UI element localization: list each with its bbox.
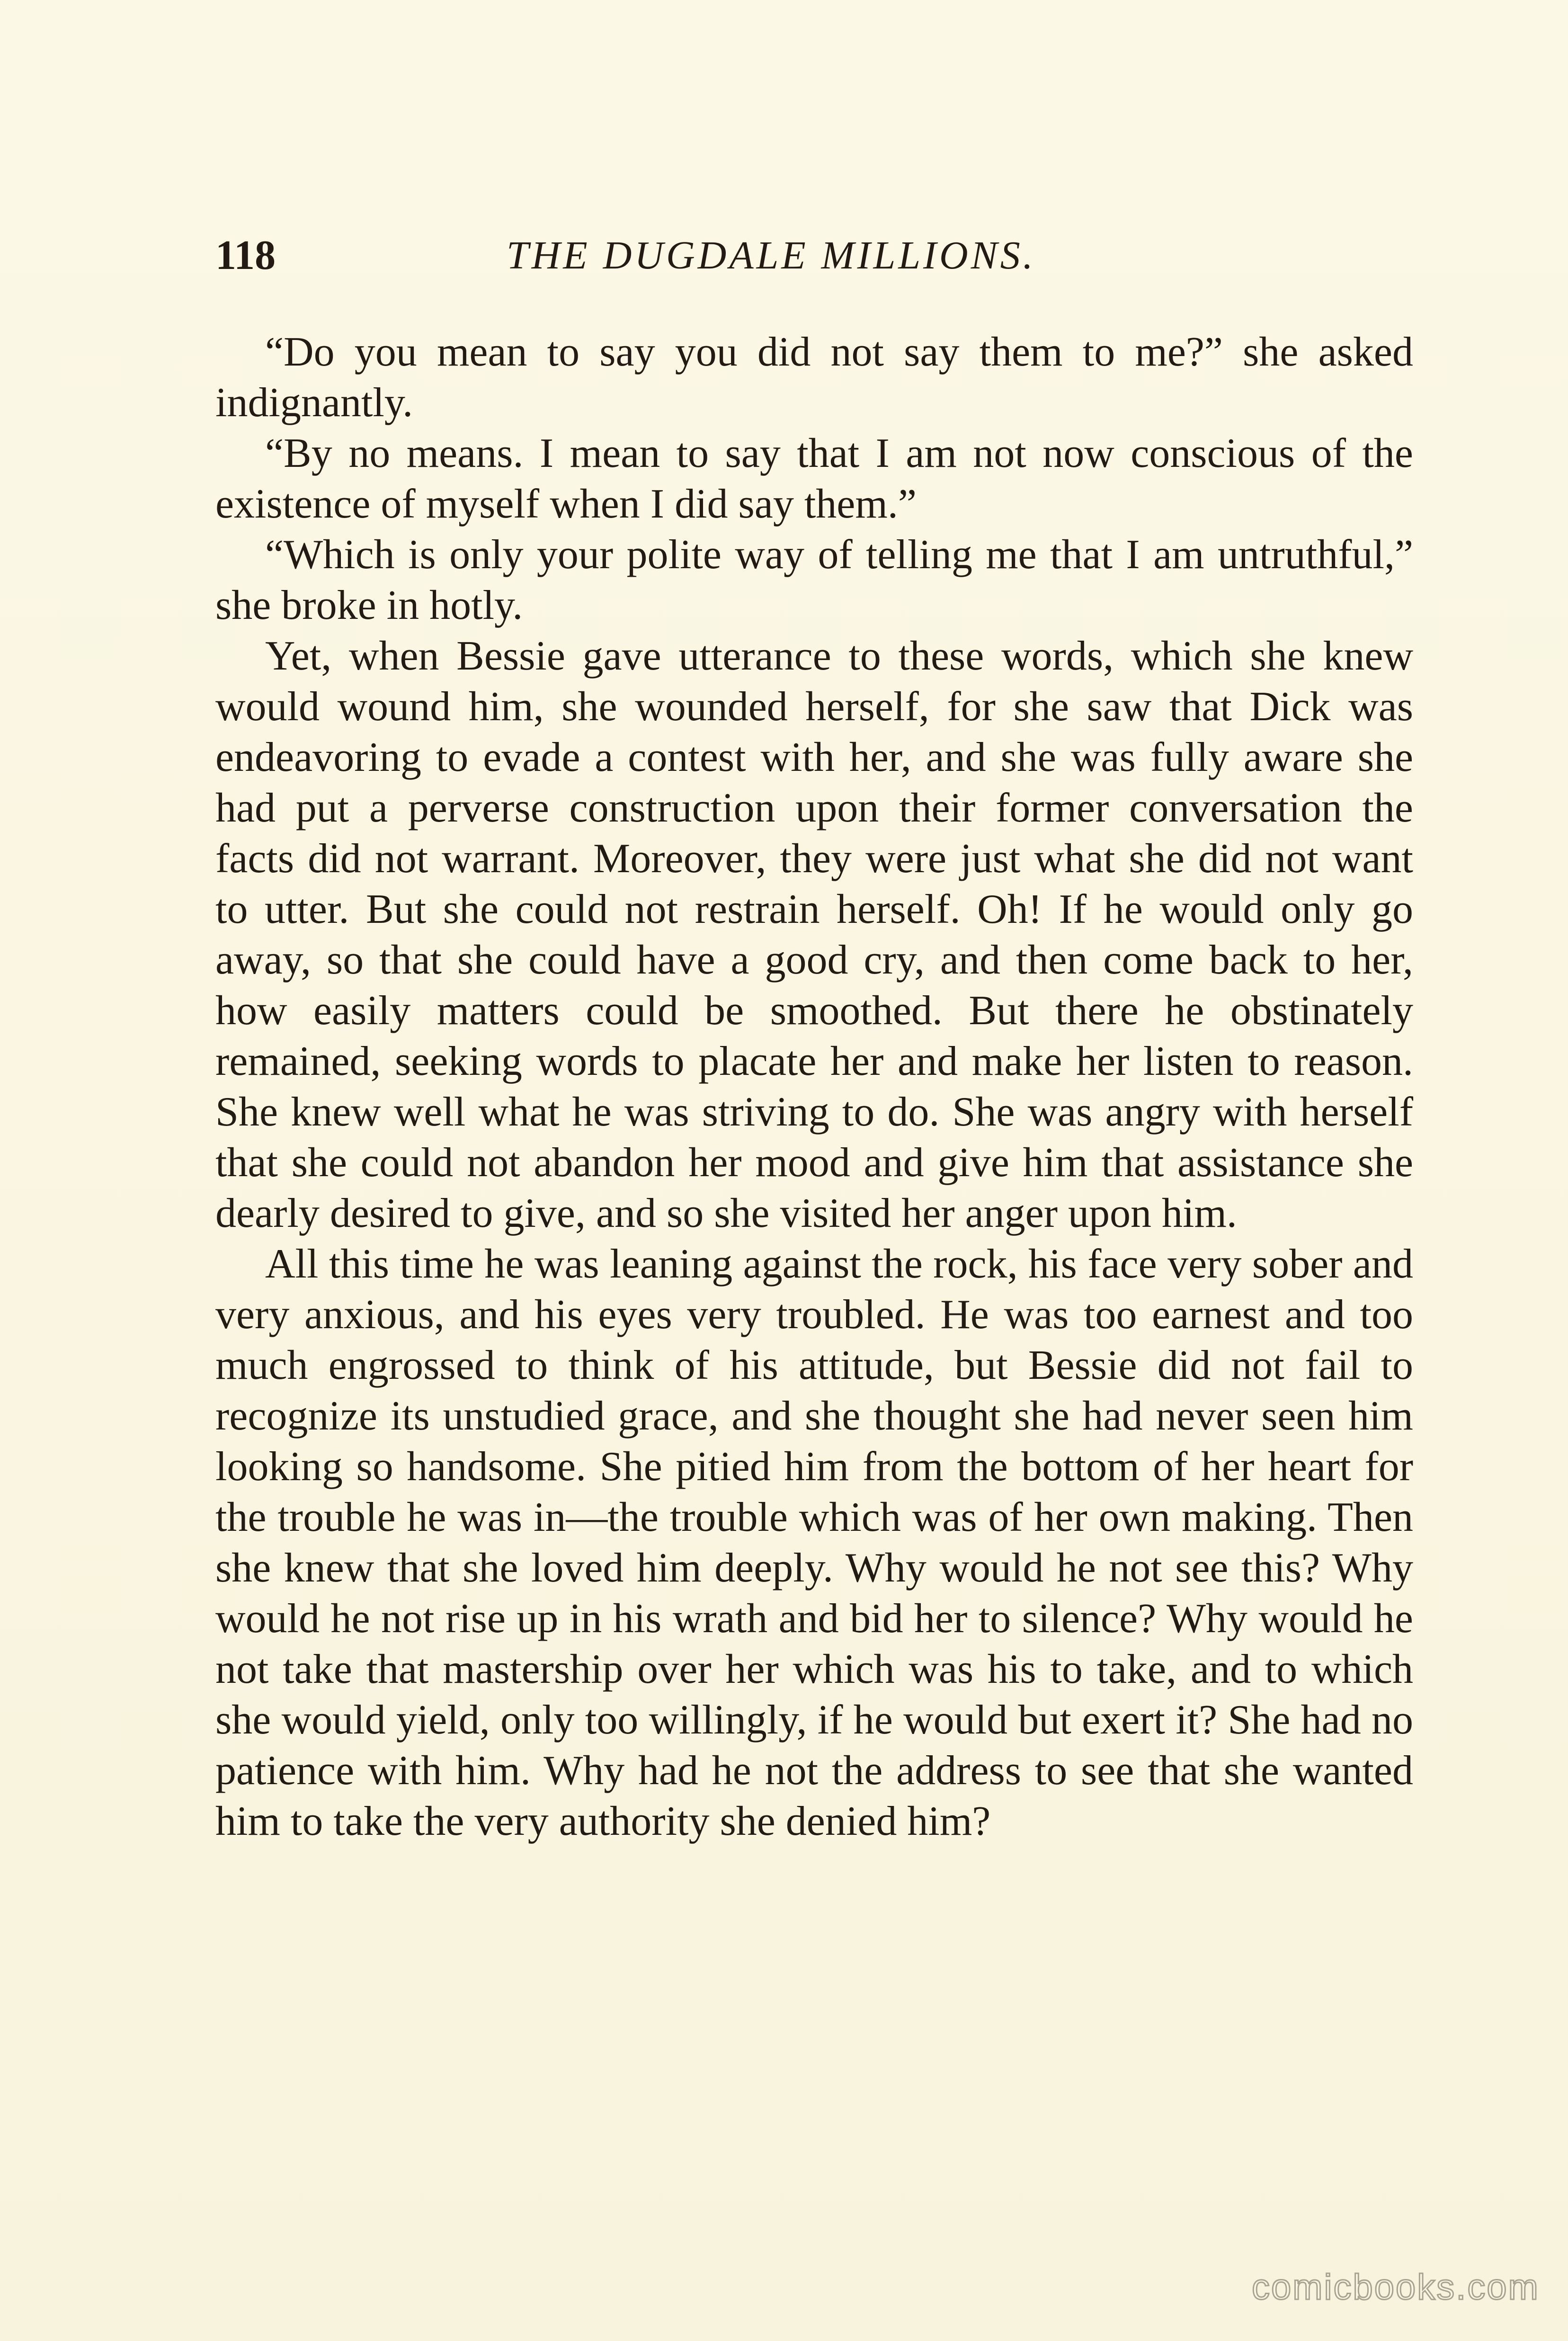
paragraph: All this time he was leaning against the rock, his face very sober and very anxious, and his eyes very troubled. He was too earnest and too much engrossed to think of his attitude, but Bessie did not fail to recognize its unstudied grace, and she thought she had never seen him looking so handsome. She pitied him from the bottom of her heart for the trouble he was in—the trouble which was of her own making. Then she knew that she loved him deeply. Why would he not see this? Why would he not rise up in his wrath and bid her to silence? Why would he not take that mastership over her which was his to take, and to which she would yield, only too willingly, if he would but exert it? She had no patience with him. Why had he not the address to see that she wanted him to take the very authority she denied him? [215,1241,1413,1844]
paragraph: Yet, when Bessie gave utterance to these words, which she knew would wound him, she wounded herself, for she saw that Dick was endeavoring to evade a contest with her, and she was fully aware she had put a perverse construction upon their former conversation the facts did not warrant. Moreover, they were just what she did not want to utter. But she could not restrain herself. Oh! If he would only go away, so that she could have a good cry, and then come back to her, how easily matters could be smoothed. But there he obstinately remained, seeking words to placate her and make her listen to reason. She knew well what he was striving to do. She was angry with herself that she could not abandon her mood and give him that assistance she dearly desired to give, and so she visited her anger upon him. [215,633,1413,1236]
body-text [215,327,1413,1847]
running-title: THE DUGDALE MILLIONS. [507,233,1036,277]
running-head [215,227,1413,284]
page-number: 118 [215,232,276,278]
paragraph: “By no means. I mean to say that I am not now conscious of the existence of myself when I did say them.” [215,430,1413,527]
watermark: comicbooks.com [1252,2267,1540,2307]
paragraph: “Which is only your polite way of telling me that I am untruthful,” she broke in hotly. [215,532,1413,628]
paragraph: “Do you mean to say you did not say them to me?” she asked indignantly. [215,329,1413,426]
